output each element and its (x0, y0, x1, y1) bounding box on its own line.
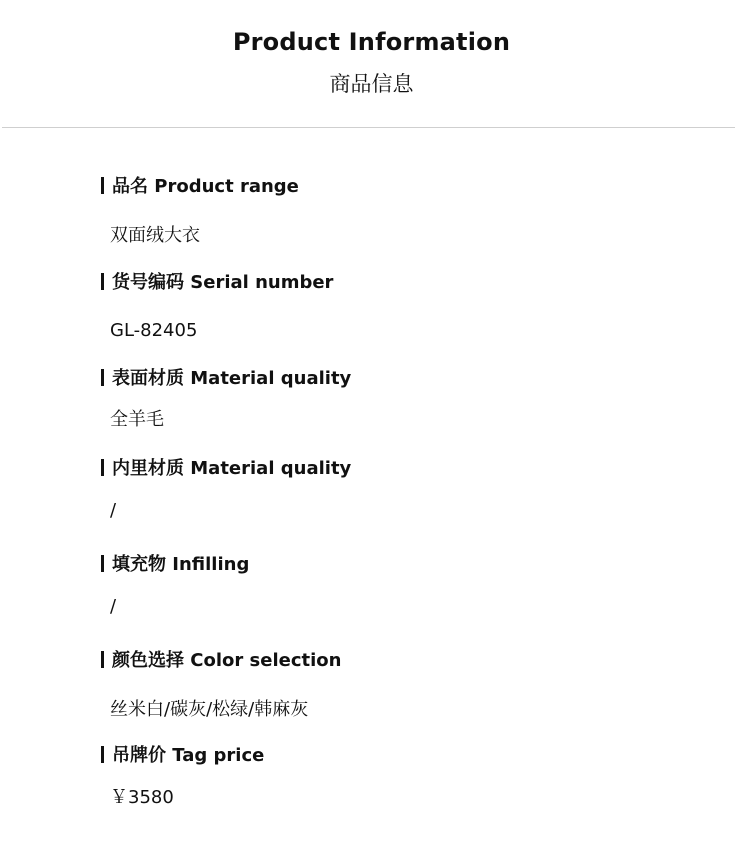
field-label-color-selection (101, 648, 341, 674)
field-label-text: 内里材质 Material quality (112, 458, 352, 479)
field-value-color-selection: 丝米白/碳灰/松绿/韩麻灰 (110, 699, 309, 720)
header-divider (2, 127, 735, 128)
field-label-text: 颜色选择 Color selection (112, 650, 342, 671)
field-value-surface-material: 全羊毛 (110, 409, 164, 430)
field-label-text: 吊牌价 Tag price (112, 745, 265, 766)
page-header (0, 0, 747, 128)
page-subtitle: 商品信息 (329, 72, 414, 96)
label-bar (101, 369, 104, 386)
label-bar (101, 555, 104, 572)
field-label-text: 品名 Product range (112, 176, 299, 197)
label-bar (101, 651, 104, 668)
field-label-surface-material (101, 366, 351, 392)
label-bar (101, 177, 104, 194)
label-bar (101, 273, 104, 290)
label-bar (101, 459, 104, 476)
field-label-tag-price (101, 743, 264, 769)
field-label-serial-number (101, 270, 333, 296)
field-label-text: 货号编码 Serial number (112, 272, 334, 293)
field-value-tag-price: ￥3580 (110, 787, 174, 808)
field-label-text: 填充物 Infilling (112, 554, 250, 575)
field-label-product-range (101, 174, 299, 200)
label-bar (101, 746, 104, 763)
field-label-lining-material (101, 456, 351, 482)
field-value-serial-number: GL-82405 (110, 320, 198, 341)
field-value-infilling: / (110, 596, 117, 617)
field-value-lining-material: / (110, 500, 117, 521)
field-label-infilling (101, 552, 249, 578)
page-title: Product Information (232, 28, 511, 56)
field-value-product-range: 双面绒大衣 (110, 225, 200, 246)
field-label-text: 表面材质 Material quality (112, 368, 352, 389)
